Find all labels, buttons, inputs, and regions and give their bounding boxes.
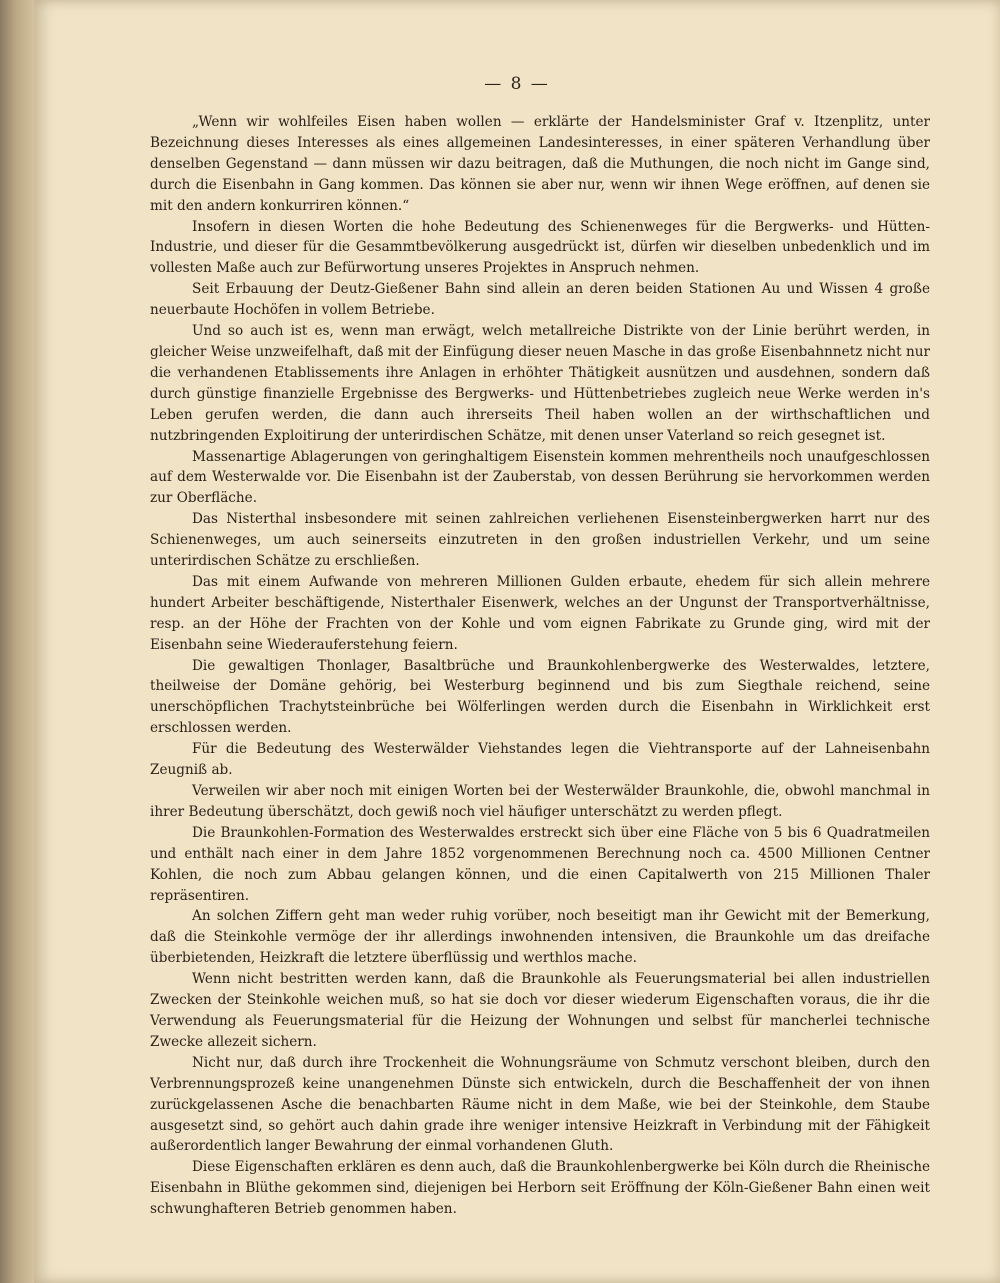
body-text — [150, 112, 930, 1220]
paragraph: Das Nisterthal insbesondere mit seinen zahlreichen verliehenen Eisensteinbergwerken harrt nur des Schienenweges, um auch seinerseits einzutreten in den großen industriellen Verkehr, und um seine unterirdischen Schätze zu erschließen. — [150, 511, 930, 570]
paragraph: Und so auch ist es, wenn man erwägt, welch metallreiche Distrikte von der Linie berührt werden, in gleicher Weise unzweifelhaft, daß mit der Einfügung dieser neuen Masche in das große Eisenbahnnetz nicht nur die verhandenen Etablissements ihre Anlagen in erhöhter Thätigkeit ausnützen und ausdehnen, sondern daß durch günstige finanzielle Ergebnisse des Bergwerks- und Hüttenbetriebes zugleich neue Werke werden in's Leben gerufen werden, die dann auch ihrerseits Theil haben wollen an der wirthschaftlichen und nutzbringenden Exploitirung der unterirdischen Schätze, mit denen unser Vaterland so reich gesegnet ist. — [150, 323, 930, 444]
paragraph: Seit Erbauung der Deutz-Gießener Bahn sind allein an deren beiden Stationen Au und Wissen 4 große neuerbaute Hochöfen in vollem Betriebe. — [150, 281, 930, 319]
paragraph: Verweilen wir aber noch mit einigen Worten bei der Westerwälder Braunkohle, die, obwohl manchmal in ihrer Bedeutung überschätzt, doch gewiß noch viel häufiger unterschätzt zu werden pflegt. — [150, 783, 930, 820]
paragraph: Die gewaltigen Thonlager, Basaltbrüche und Braunkohlenbergwerke des Westerwaldes, letztere, theilweise der Domäne gehörig, bei Westerburg beginnend und bis zum Siegthale reichend, seine unerschöpflichen Trachytsteinbrüche bei Wölferlingen werden durch die Eisenbahn in Wirklichkeit erst erschlossen werden. — [150, 657, 930, 737]
page-number: — 8 — — [484, 74, 550, 94]
paragraph: Wenn nicht bestritten werden kann, daß die Braunkohle als Feuerungsmaterial bei allen industriellen Zwecken der Steinkohle weichen muß, so hat sie doch vor dieser wiederum Eigenschaften voraus, die ihr die Verwendung als Feuerungsmaterial für die Heizung der Wohnungen und selbst für mancherlei technische Zwecke allezeit sichern. — [150, 971, 930, 1050]
paragraph: Für die Bedeutung des Westerwälder Viehstandes legen die Viehtransporte auf der Lahneisenbahn Zeugniß ab. — [150, 741, 930, 779]
paragraph: Die Braunkohlen-Formation des Westerwaldes erstreckt sich über eine Fläche von 5 bis 6 Quadratmeilen und enthält nach einer in dem Jahre 1852 vorgenommenen Berechnung noch ca. 4500 Millionen Centner Kohlen, die noch zum Abbau gelangen können, und die einen Capitalwerth von 215 Millionen Thaler repräsentiren. — [150, 824, 930, 904]
paragraph: „Wenn wir wohlfeiles Eisen haben wollen — erklärte der Handelsminister Graf v. Itzenplitz, unter Bezeichnung dieses Interesses als eines allgemeinen Landesinteresses, in einer späteren Verhandlung über denselben Gegenstand — dann müssen wir dazu beitragen, daß die Muthungen, die noch nicht im Gange sind, durch die Eisenbahn in Gang kommen. Das können sie aber nur, wenn wir ihnen Wege eröffnen, auf denen sie mit den andern konkurriren können.“ — [150, 114, 930, 214]
paragraph: An solchen Ziffern geht man weder ruhig vorüber, noch beseitigt man ihr Gewicht mit der Bemerkung, daß die Steinkohle vermöge der ihr allerdings inwohnenden intensiven, die Braunkohle um das dreifache überbietenden, Heizkraft die letztere überflüssig und werthlos mache. — [150, 908, 930, 967]
paragraph: Massenartige Ablagerungen von geringhaltigem Eisenstein kommen mehrentheils noch unaufgeschlossen auf dem Westerwalde vor. Die Eisenbahn ist der Zauberstab, von dessen Berührung sie hervorkommen werden zur Oberfläche. — [150, 448, 930, 507]
document-page — [34, 0, 1000, 1283]
paragraph: Nicht nur, daß durch ihre Trockenheit die Wohnungsräume von Schmutz verschont bleiben, durch den Verbrennungsprozeß keine unangenehmen Dünste sich entwickeln, durch die Beschaffenheit der von ihnen zurückgelassenen Asche die benachbarten Räume nicht in dem Maße, wie bei der Steinkohle, dem Staube ausgesetzt sind, so gehört auch dahin grade ihre weniger intensive Heizkraft in Verbindung mit der Fähigkeit außerordentlich langer Bewahrung der einmal vorhandenen Gluth. — [150, 1054, 930, 1155]
paragraph: Insofern in diesen Worten die hohe Bedeutung des Schienenweges für die Bergwerks- und Hütten-Industrie, und dieser für die Gesammtbevölkerung ausgedrückt ist, dürfen wir dieselben unbedenklich und im vollesten Maße auch zur Befürwortung unseres Projektes in Anspruch nehmen. — [150, 218, 930, 277]
paragraph: Diese Eigenschaften erklären es denn auch, daß die Braunkohlenbergwerke bei Köln durch die Rheinische Eisenbahn in Blüthe gekommen sind, diejenigen bei Herborn seit Eröffnung der Köln-Gießener Bahn einen weit schwunghafteren Betrieb genommen haben. — [150, 1159, 930, 1218]
book-spine-shadow — [0, 0, 34, 1283]
paragraph: Das mit einem Aufwande von mehreren Millionen Gulden erbaute, ehedem für sich allein mehrere hundert Arbeiter beschäftigende, Nisterthaler Eisenwerk, welches an der Ungunst der Transportverhältnisse, resp. an der Höhe der Frachten von der Kohle und vom eignen Fabrikate zu Grunde ging, wird mit der Eisenbahn seine Wiederauferstehung feiern. — [150, 573, 930, 653]
